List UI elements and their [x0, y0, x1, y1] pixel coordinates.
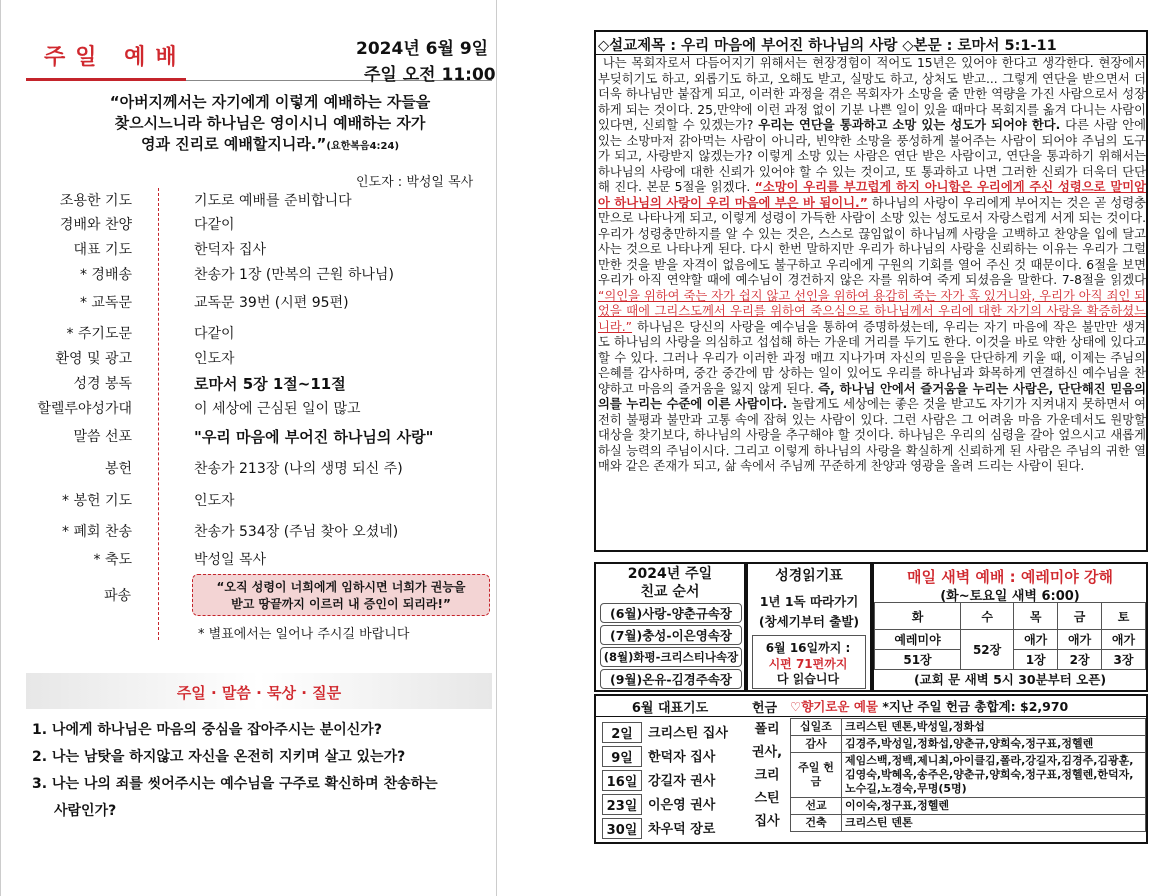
order-row — [0, 373, 500, 397]
page-edge-right — [496, 0, 497, 896]
bible-reading-start: (창세기부터 출발) — [758, 614, 860, 629]
sermon-paragraph: 다른 사람 안에 있는 소망마저 갉아먹는 사람이 아니라, 빈약한 소망을 풍성하게 불어주는 사람이 되어야 주님의 도구가 되고, 사랑받지 않겠는가? 이렇게 소망 있는 사람은 연단 받은 사람이고, 연단을 통과하기 위해서는 하나님의 사랑에 대한 신뢰가 있어야 할 수 있는 것이고, 또 통과하고 나면 그러한 신뢰가 더욱더 단단해 진다. 본문 5절을 읽겠다. — [598, 118, 1146, 194]
offering-summary — [790, 697, 1068, 715]
sermon-paragraph: 나는 목회자로서 다듬어지기 위해서는 현장경험이 적어도 15년은 있어야 한다고 생각한다. 현장에서 부딪히기도 하고, 외롭기도 하고, 오해도 받고, 실망도 하고, 상처도 받고... 그렇게 연단을 받으면서 더더욱 하나님만 붙잡게 되고, 이러한 과정을 겪은 목회자가 소망을 줄 만한 역량을 가진 사람으로서 성장하게 되는 것이다. 25,만약에 이런 과정 없이 기분 나쁜 일이 있을 때마다 목회지를 옮겨 다니는 사람이 있다면, 신뢰할 수 있겠는가? — [598, 56, 1146, 132]
offering-category: 감사 — [791, 736, 842, 753]
dawn-book: 애가 — [1014, 630, 1058, 650]
order-row — [0, 239, 500, 263]
order-value: 이 세상에 근심된 일이 많고 — [194, 401, 361, 417]
prayer-name: 한덕자 집사 — [648, 750, 716, 765]
dawn-service-time: (화~토요일 새벽 6:00) — [940, 589, 1080, 604]
order-label: 환영 및 광고 — [55, 351, 132, 367]
dawn-chapter: 1장 — [1014, 650, 1058, 670]
order-label: 조용한 기도 — [59, 193, 132, 209]
opening-quote — [40, 92, 500, 157]
prayer-row — [598, 746, 748, 770]
order-value: 교독문 39번 (시편 95편) — [194, 295, 349, 311]
order-value: 찬송가 534장 (주님 찾아 오셨네) — [194, 524, 399, 540]
fellowship-order-item: (6월)사랑-양춘규속장 — [600, 603, 742, 623]
service-leader: 인도자 : 박성일 목사 — [356, 175, 474, 190]
order-label: 경배와 찬양 — [59, 217, 132, 233]
order-value: 인도자 — [194, 493, 235, 509]
service-title: 주일 예배 — [44, 45, 187, 70]
order-row — [0, 426, 500, 450]
order-row — [0, 323, 500, 347]
question-item: 1. 나에게 하나님은 마음의 중심을 잡아주시는 분이신가? — [32, 722, 382, 738]
offering-givers: 제임스백,정백,제니최,아이클김,폴라,강길자,김경주,김광훈,김영숙,박혜옥,송주은,양춘규,양희숙,정구표,정헬렌,한덕자,노수길,노경숙,무명(5명) — [842, 753, 1146, 798]
order-label: * 교독문 — [79, 295, 132, 311]
fellowship-order-item: (7월)충성-이은영속장 — [600, 625, 742, 645]
dawn-chapter: 3장 — [1102, 650, 1146, 670]
sermon-paragraph: 하나님은 당신의 사랑을 예수님을 통하여 증명하셨는데, 우리는 자기 마음에 작은 불만만 생겨도 하나님의 사랑을 의심하고 섭섭해 하는 가운데 거리를 두기도 한다. 이것을 바로 약한 상태에 있다고 할 수 있다. 그러나 우리가 이러한 과정 매끄 지나가며 자신의 믿음을 단단하게 키울 때, 이제는 주님의 은혜를 감사하며, 중간 중간에 맘 상하는 일이 있어도 우리를 하나님과 화목하게 연결하신 예수님을 찬양하고 마음의 즐거움을 잃지 않게 된다. — [598, 319, 1146, 396]
dawn-book: 애가 — [1058, 630, 1102, 650]
dawn-chapter: 51장 — [875, 650, 961, 670]
sermon-scripture-quote: “의인을 위하여 죽는 자가 쉽지 않고 선인을 위하여 용감히 죽는 자가 혹 있거니와, 우리가 아직 죄인 되었을 때에 그리스도께서 우리를 위하여 죽으심으로 하나님께서 우리에 대한 자기의 사랑을 확증하셨느니라.” — [598, 288, 1146, 334]
bible-reading-deadline: 6월 16일까지 : — [765, 641, 851, 655]
prayer-row — [598, 722, 748, 746]
order-value: 찬송가 1장 (만복의 근원 하나님) — [194, 267, 394, 283]
order-row — [0, 292, 500, 316]
prayer-row — [598, 818, 748, 842]
dawn-service-title: 매일 새벽 예배 : 예레미야 강해 — [907, 568, 1113, 586]
order-value: "우리 마음에 부어진 하나님의 사랑" — [194, 428, 434, 446]
fellowship-order-title: 2024년 주일 친교 순서 — [627, 566, 713, 600]
sermon-emphasis: 우리는 연단을 통과하고 소망 있는 성도가 되어야 한다. — [758, 118, 1061, 132]
question-item: 3. 나는 나의 죄를 씻어주시는 예수님을 구주로 확신하며 찬송하는 — [32, 776, 438, 792]
bottom-header-rule — [596, 716, 1146, 717]
bible-reading-target: 시편 71편까지 — [768, 657, 848, 671]
prayer-name: 크리스틴 집사 — [648, 726, 728, 741]
prayer-row — [598, 794, 748, 818]
order-label: * 폐회 찬송 — [62, 524, 132, 540]
bible-reading-note: 다 읽습니다 — [776, 672, 840, 686]
prayer-day: 23일 — [602, 794, 642, 815]
order-label: * 경배송 — [79, 267, 132, 283]
order-value: 다같이 — [194, 217, 235, 233]
prayer-day: 30일 — [602, 818, 642, 839]
prayer-day: 9일 — [602, 746, 642, 767]
sermon-paragraph: 하나님의 사랑이 우리에게 부어지는 것은 곧 성령충만으로 나타나게 되고, 이렇게 성령이 가득한 사람이 소망 있는 성도로서 자랑스럽게 서게 되는 것이다. 우리가 성령충만하지를 알 수 있는 것은, 스스로 끊임없이 하나님께 사랑을 고백하고 찬양을 입에 달고 사는 것으로 나타나게 된다. 다시 한번 말하지만 우리가 하나님의 사랑을 신뢰하는 이유는 우리가 그럴만한 것을 받을 자격이 없음에도 불구하고 우리에게 구원의 기회를 열어 주신 것 때문이다. 6절을 보면 우리가 아직 연약할 때에 예수님이 경건하지 않은 자를 위하여 죽게 되셨음을 말한다. 7-8절을 읽겠다 — [598, 195, 1146, 287]
prayer-name: 이은영 권사 — [648, 798, 716, 813]
order-row — [0, 521, 500, 545]
order-row — [0, 458, 500, 482]
order-row — [0, 214, 500, 238]
sermon-header: ◇설교제목 : 우리 마음에 부어진 하나님의 사랑 ◇본문 : 로마서 5:1-11 — [598, 38, 1057, 54]
dawn-day: 수 — [961, 603, 1014, 630]
order-value: 한덕자 집사 — [194, 242, 267, 258]
prayer-day: 2일 — [602, 722, 642, 743]
dawn-schedule-table — [874, 602, 1146, 670]
quote-reference: (요한복음4:24) — [326, 141, 400, 152]
offering-heart-label: ♡향기로운 예물 — [790, 699, 879, 714]
dawn-day: 목 — [1014, 603, 1058, 630]
prayer-day: 16일 — [602, 770, 642, 791]
question-item: 사람인가? — [54, 803, 117, 819]
offering-category: 십일조 — [791, 719, 842, 736]
bible-reading-title: 성경읽기표 — [775, 568, 843, 584]
prayer-row — [598, 770, 748, 794]
order-label: * 축도 — [93, 552, 132, 568]
dawn-day: 금 — [1058, 603, 1102, 630]
fellowship-order-item: (9월)온유-김경주속장 — [600, 669, 742, 689]
sendoff-verse: “오직 성령이 너희에게 임하시면 너희가 권능을 받고 땅끝까지 이르러 내 증인이 되리라!” — [192, 574, 490, 616]
order-row — [0, 490, 500, 514]
fellowship-order-item: (8월)화평-크리스티나속장 — [600, 647, 742, 667]
offering-category: 선교 — [791, 798, 842, 815]
offering-givers: 크리스틴 덴톤 — [842, 815, 1146, 832]
order-value: 박성일 목사 — [194, 552, 267, 568]
dawn-service-note: (교회 문 새벽 5시 30분부터 오픈) — [913, 672, 1107, 687]
order-value: 기도로 예배를 준비합니다 — [194, 193, 352, 209]
sermon-body — [598, 56, 1146, 550]
dawn-book: 52장 — [961, 630, 1014, 670]
offering-givers: 크리스틴 덴톤,박성일,정화섭 — [842, 719, 1146, 736]
service-date: 2024년 6월 9일 — [356, 39, 489, 59]
order-row — [0, 264, 500, 288]
quote-text: “아버지께서는 자기에게 이렇게 예배하는 자들을 찾으시느니라 하나님은 영이시니 예배하는 자가 영과 진리로 예배할지니라.” — [109, 93, 431, 153]
order-label: 대표 기도 — [73, 242, 132, 258]
question-item: 2. 나는 남탓을 하지않고 자신을 온전히 지키며 살고 있는가? — [32, 749, 406, 765]
sermon-emphasis: 즉, 하나님 안에서 즐거움을 누리는 사람은, 단단해진 믿음의 의를 누리는 수준에 이른 사람이다. — [598, 381, 1146, 411]
sermon-scripture-quote: “소망이 우리를 부끄럽게 하지 아니함은 우리에게 주신 성령으로 말미암아 하나님의 사랑이 우리 마음에 부은 바 됨이니.” — [598, 180, 1146, 210]
order-row — [0, 348, 500, 372]
service-time: 주일 오전 11:00 — [364, 65, 496, 85]
order-value: 찬송가 213장 (나의 생명 되신 주) — [194, 461, 403, 477]
prayer-schedule-title: 6월 대표기도 — [631, 701, 709, 716]
order-value: 인도자 — [194, 351, 235, 367]
offering-table — [790, 718, 1146, 832]
sermon-header-rule — [596, 54, 1146, 55]
sermon-paragraph: 놀랍게도 세상에는 좋은 것을 받고도 자기가 지켜내지 못하면서 여전히 불평과 불만과 고통 속에 잡혀 있는 사람이 있다. 그런 사람은 그 어려움 마음 가운데서도 원망할 대상을 찾기보다, 하나님의 사랑을 추구해야 할 것이다. 하나님은 우리의 심령을 갈아 엎으시고 새롭게 하실 능력의 주님이시다. 그리고 이렇게 하나님의 사랑을 확실하게 신뢰하게 된 사람은 주님의 귀한 열매와 같은 존재가 되고, 삶 속에서 주님께 꾸준하게 찬양과 영광을 올려 드리는 사람이 된다. — [598, 397, 1146, 473]
prayer-name: 차우덕 장로 — [648, 822, 716, 837]
order-value: 로마서 5장 1절~11절 — [194, 375, 346, 393]
offering-total: *지난 주일 헌금 총합계: $2,970 — [882, 699, 1069, 714]
order-label: * 주기도문 — [66, 326, 132, 342]
order-row — [0, 549, 500, 573]
order-label: 봉헌 — [104, 461, 132, 477]
prayer-name: 강길자 권사 — [648, 774, 716, 789]
title-rule — [26, 78, 186, 81]
dawn-day: 토 — [1102, 603, 1146, 630]
offering-category: 건축 — [791, 815, 842, 832]
stand-note: * 별표에서는 일어나 주시길 바랍니다 — [198, 627, 410, 642]
order-label: 말씀 선포 — [73, 429, 132, 445]
offering-category: 주일 헌금 — [791, 753, 842, 798]
dawn-book: 예레미야 — [875, 630, 961, 650]
sendoff-label: 파송 — [104, 588, 132, 604]
order-label: 성경 봉독 — [73, 376, 132, 392]
offering-title: 헌금 — [752, 701, 778, 716]
order-row — [0, 398, 500, 422]
questions-title: 주일 · 말씀 · 묵상 · 질문 — [176, 684, 342, 702]
order-value: 다같이 — [194, 326, 235, 342]
dawn-chapter: 2장 — [1058, 650, 1102, 670]
order-label: * 봉헌 기도 — [62, 493, 132, 509]
bible-reading-plan: 1년 1독 따라가기 — [759, 594, 859, 609]
offering-givers: 김경주,박성일,정화섭,양춘규,양희숙,정구표,정헬렌 — [842, 736, 1146, 753]
order-row — [0, 190, 500, 214]
offering-counters: 폴리 권사, 크리 스틴 집사 — [751, 722, 783, 829]
dawn-day: 화 — [875, 603, 961, 630]
dawn-book: 애가 — [1102, 630, 1146, 650]
offering-givers: 이이숙,정구표,정헬렌 — [842, 798, 1146, 815]
order-label: 할렐루야성가대 — [37, 401, 132, 417]
